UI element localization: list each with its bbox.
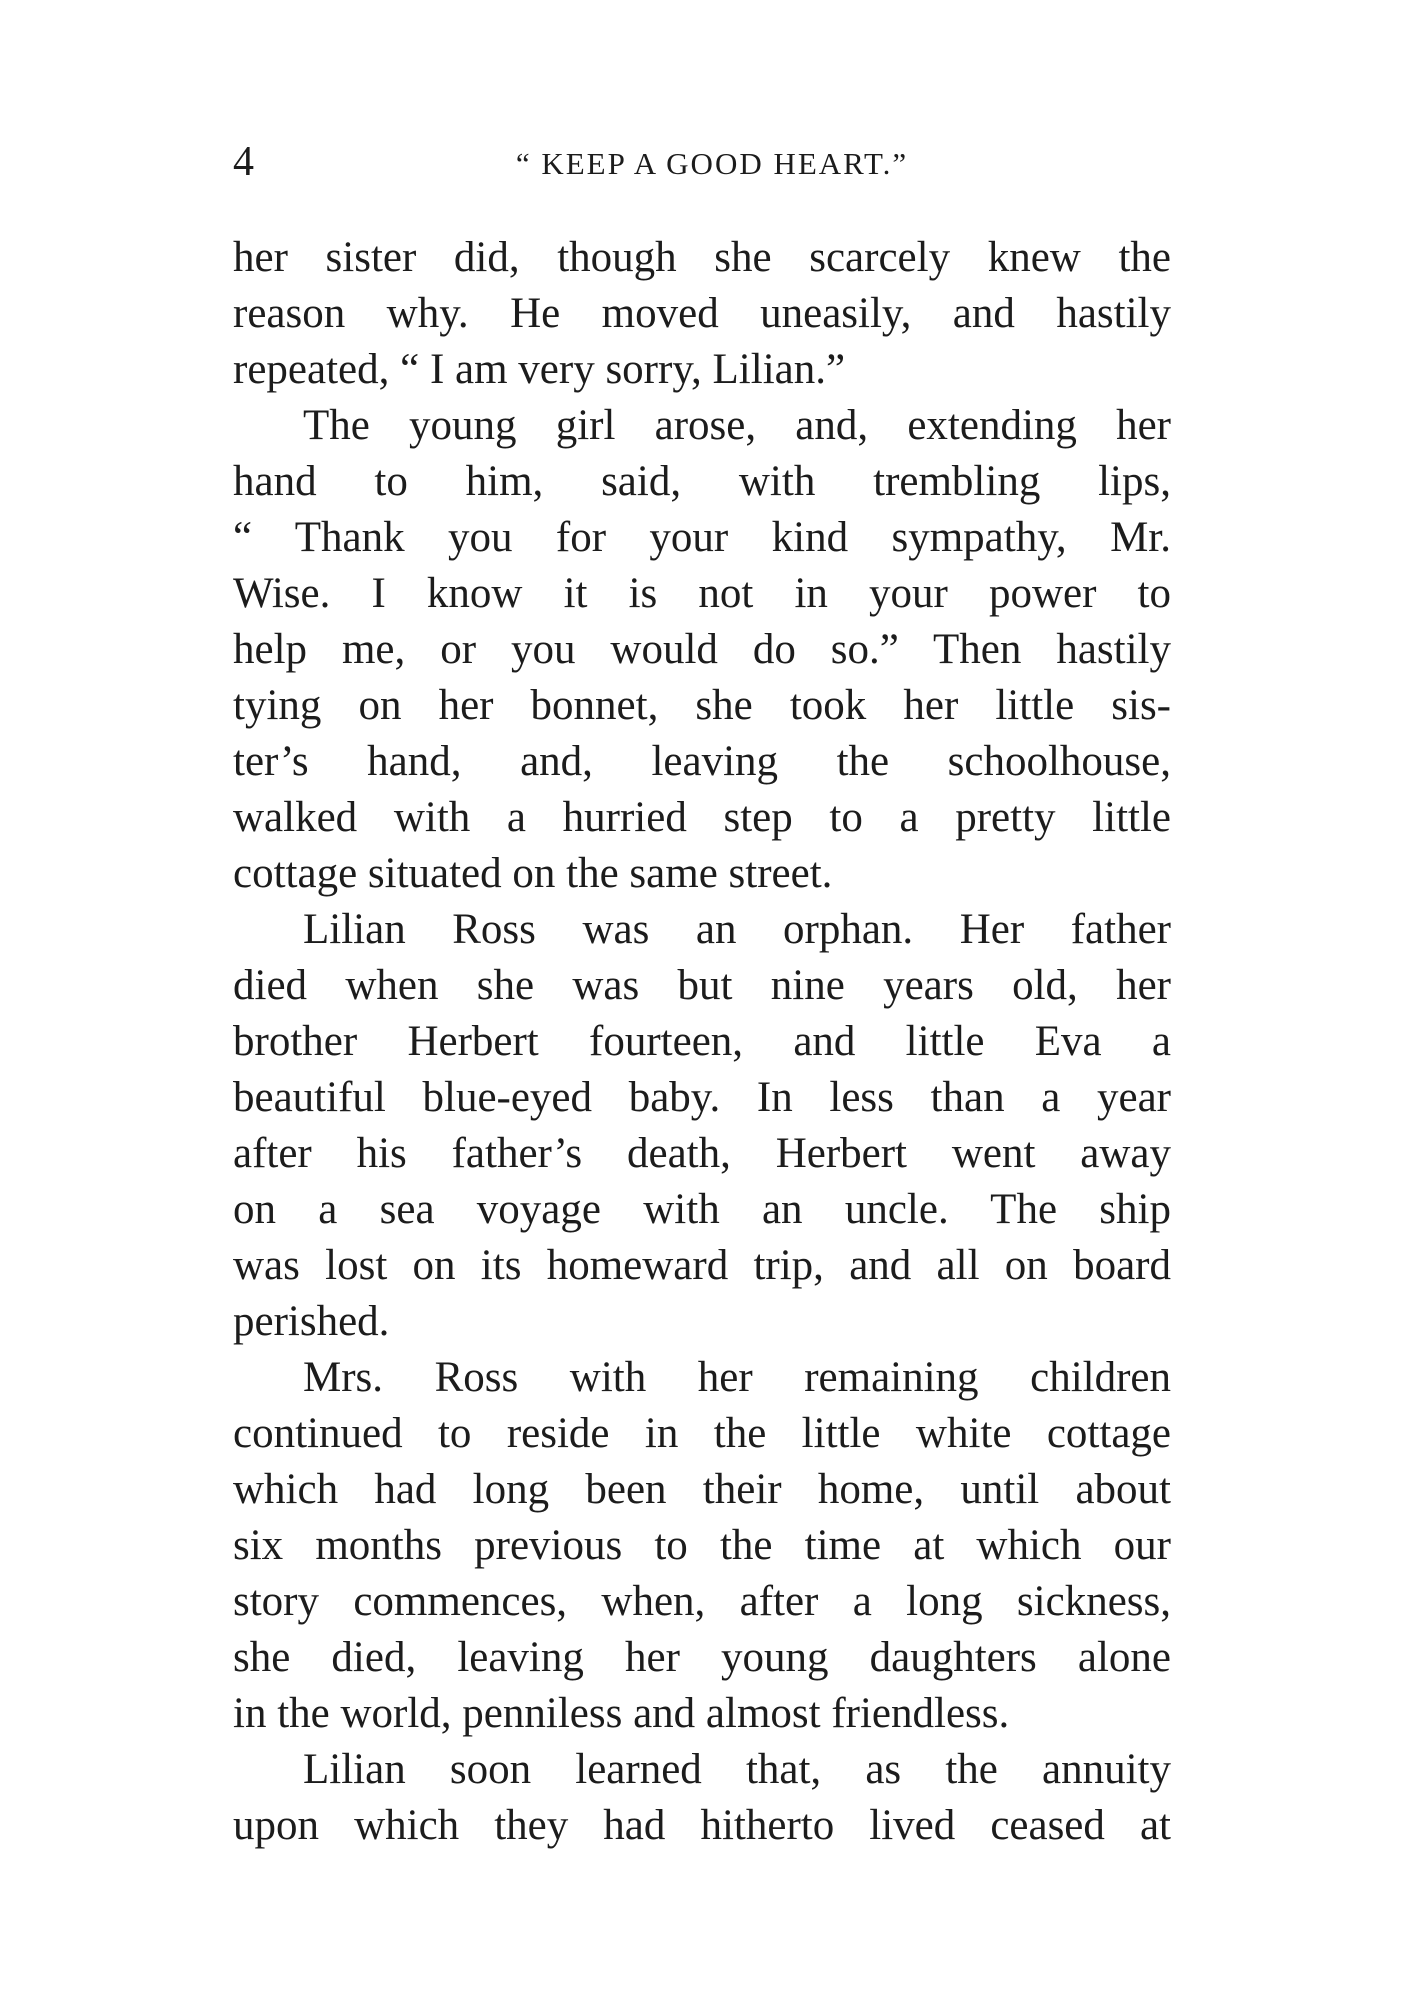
text-line: story commences, when, after a long sickness, <box>233 1578 1171 1625</box>
body-text <box>233 230 1171 1854</box>
text-line: after his father’s death, Herbert went away <box>233 1130 1171 1177</box>
text-line: ter’s hand, and, leaving the schoolhouse, <box>233 738 1171 785</box>
text-line: continued to reside in the little white cottage <box>233 1410 1171 1457</box>
text-line: hand to him, said, with trembling lips, <box>233 458 1171 505</box>
text-line: cottage situated on the same street. <box>233 850 833 897</box>
text-line: Wise. I know it is not in your power to <box>233 570 1171 617</box>
text-line: six months previous to the time at which our <box>233 1522 1171 1569</box>
text-line: on a sea voyage with an uncle. The ship <box>233 1186 1171 1233</box>
text-line: walked with a hurried step to a pretty little <box>233 794 1171 841</box>
text-line: she died, leaving her young daughters alone <box>233 1634 1171 1681</box>
text-line: “ Thank you for your kind sympathy, Mr. <box>233 514 1171 561</box>
page-number: 4 <box>233 139 254 185</box>
text-line: which had long been their home, until about <box>233 1466 1171 1513</box>
text-line: perished. <box>233 1298 390 1345</box>
text-line: brother Herbert fourteen, and little Eva a <box>233 1018 1171 1065</box>
text-line: her sister did, though she scarcely knew the <box>233 234 1171 281</box>
text-line: help me, or you would do so.” Then hastily <box>233 626 1171 673</box>
text-line: Mrs. Ross with her remaining children <box>303 1354 1171 1401</box>
text-line: The young girl arose, and, extending her <box>303 402 1171 449</box>
text-line: beautiful blue-eyed baby. In less than a year <box>233 1074 1171 1121</box>
running-head <box>233 132 1171 192</box>
text-line: tying on her bonnet, she took her little sis- <box>233 682 1171 729</box>
running-title: “ KEEP A GOOD HEART.” <box>515 146 909 181</box>
text-line: reason why. He moved uneasily, and hastily <box>233 290 1171 337</box>
text-line: upon which they had hitherto lived ceased at <box>233 1802 1171 1849</box>
text-line: was lost on its homeward trip, and all on board <box>233 1242 1171 1289</box>
text-line: Lilian soon learned that, as the annuity <box>303 1746 1171 1793</box>
text-line: Lilian Ross was an orphan. Her father <box>303 906 1171 953</box>
text-line: in the world, penniless and almost friendless. <box>233 1690 1010 1737</box>
text-line: repeated, “ I am very sorry, Lilian.” <box>233 346 846 393</box>
text-line: died when she was but nine years old, her <box>233 962 1171 1009</box>
